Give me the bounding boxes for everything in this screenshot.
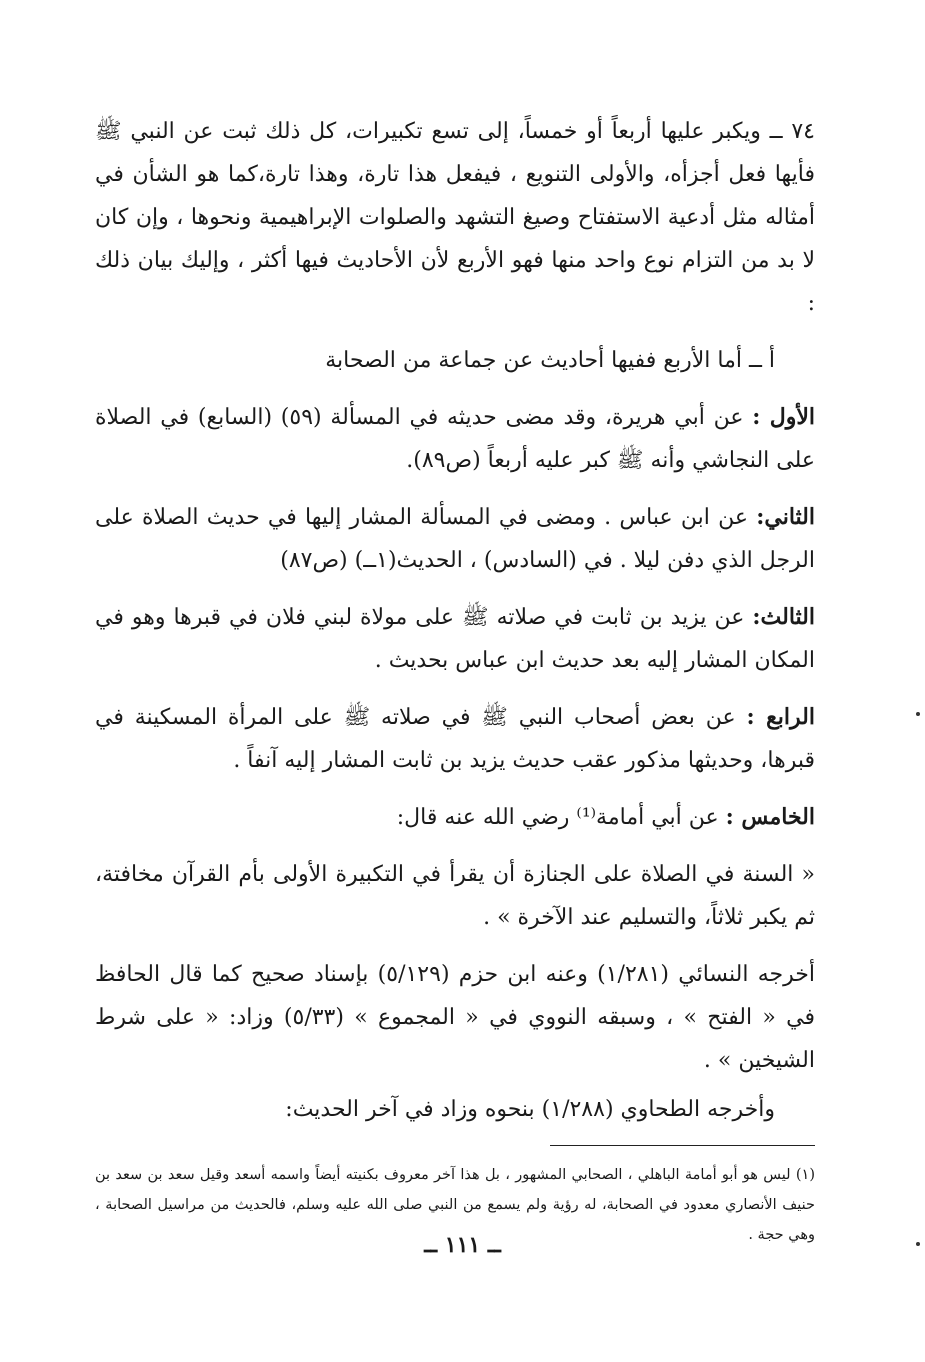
paragraph-takhrij	[95, 953, 815, 1082]
paragraph-text: عن أبي هريرة، وقد مضى حديثه في المسألة (٥٩) (السابع) في الصلاة على النجاشي وأنه ﷺ كبر عليه أربعاً (ص٨٩).	[95, 405, 815, 473]
paragraph-text: أخرجه النسائي (١/٢٨١) وعنه ابن حزم (٥/١٢٩) بإسناد صحيح كما قال الحافظ في « الفتح » ، وسبقه النووي في « المجموع » (٥/٣٣) وزاد: « على شرط الشيخين » .	[95, 962, 816, 1073]
paragraph-second	[95, 496, 815, 582]
paragraph-intro	[95, 110, 815, 325]
margin-dot	[916, 1242, 920, 1246]
margin-dot	[916, 712, 920, 716]
paragraph-text: ٧٤ ــ ويكبر عليها أربعاً أو خمساً، إلى تسع تكبيرات، كل ذلك ثبت عن النبي ﷺ فأيها فعل أجزأه، والأولى التنويع ، فيفعل هذا تارة، وهذا تارة،كما هو الشأن في أمثاله مثل أدعية الاستفتاح وصيغ التشهد والصلوات الإبراهيمية ونحوها ، وإن كان لا بد من التزام نوع واحد منها فهو الأربع لأن الأحاديث فيها أكثر ، وإليك بيان ذلك :	[95, 119, 815, 316]
paragraph-quote	[95, 853, 815, 939]
paragraph-text: عن ابن عباس . ومضى في المسألة المشار إليها في حديث الصلاة على الرجل الذي دفن ليلا . في (السادس) ، الحديث(١ــ) (ص٨٧)	[95, 505, 815, 573]
paragraph-fifth	[95, 796, 815, 839]
paragraph-lead: الثاني:	[756, 504, 815, 530]
paragraph-fourth	[95, 696, 815, 782]
paragraph-text: عن يزيد بن ثابت في صلاته ﷺ على مولاة لبني فلان في قبرها وهو في المكان المشار إليه بعد حديث ابن عباس بحديث .	[95, 605, 815, 673]
page-body	[95, 110, 815, 1250]
paragraph-lead: الرابع :	[746, 704, 815, 730]
footnote-separator	[550, 1145, 815, 1146]
paragraph-tahawi	[95, 1088, 815, 1131]
paragraph-first	[95, 396, 815, 482]
paragraph-text: وأخرجه الطحاوي (١/٢٨٨) بنحوه وزاد في آخر الحديث:	[285, 1097, 775, 1122]
paragraph-section-a	[95, 339, 815, 382]
paragraph-text: عن بعض أصحاب النبي ﷺ في صلاته ﷺ على المرأة المسكينة في قبرها، وحديثها مذكور عقب حديث يزيد بن ثابت المشار إليه آنفاً .	[95, 705, 815, 773]
paragraph-text: أ ــ أما الأربع ففيها أحاديث عن جماعة من الصحابة	[325, 348, 775, 373]
page-number: ــ ١١١ ــ	[424, 1232, 501, 1258]
paragraph-lead: الثالث:	[752, 604, 815, 630]
paragraph-lead: الخامس :	[725, 804, 815, 830]
paragraph-third	[95, 596, 815, 682]
paragraph-text: عن أبي أمامة⁽¹⁾ رضي الله عنه قال:	[396, 805, 726, 830]
paragraph-lead: الأول :	[752, 404, 816, 430]
footnote: (١) ليس هو أبو أمامة الباهلي ، الصحابي المشهور ، بل هذا آخر معروف بكنيته أيضاً واسمه أسعد وقيل سعد بن سعد بن حنيف الأنصاري معدود في الصحابة، له رؤية ولم يسمع من النبي صلى الله عليه وسلم، فالحديث من مراسيل الصحابة ، وهي حجة .	[95, 1167, 815, 1243]
paragraph-text: « السنة في الصلاة على الجنازة أن يقرأ في التكبيرة الأولى بأم القرآن مخافتة، ثم يكبر ثلاثاً، والتسليم عند الآخرة » .	[95, 862, 815, 930]
